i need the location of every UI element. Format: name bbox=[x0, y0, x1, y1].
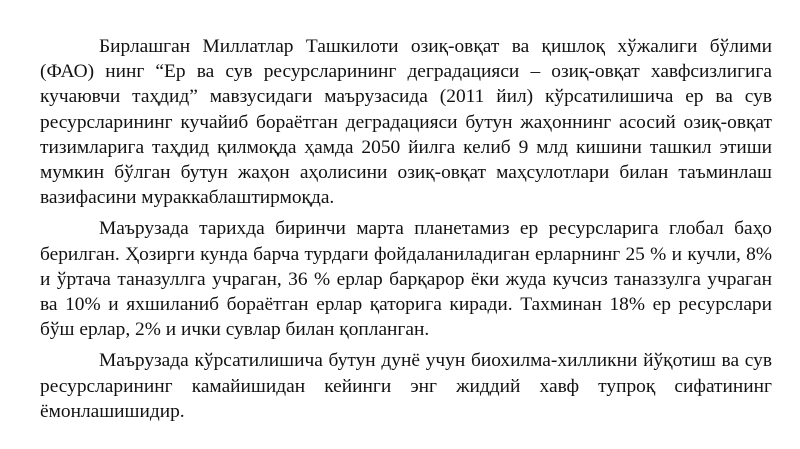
paragraph-fao-report: Бирлашган Миллатлар Ташкилоти озиқ-овқат ва қишлоқ хўжалиги бўлими (ФАО) нинг “Ер ва сув ресурсларининг деградацияси – озиқ-овқат хавфсизлигига кучаювчи таҳдид” мавзусидаги маърузасида (2011 йил) кўрсатилишича ер ва сув ресурсларининг кучайиб бораётган деградацияси бутун жаҳоннинг асосий озиқ-овқат тизимларига таҳдид қилмоқда ҳамда 2050 йилга келиб 9 млд кишини ташкил этиши мумкин бўлган бутун жаҳон аҳолисини озиқ-овқат маҳсулотлари билан таъминлаш вазифасини мураккаблаштирмоқда. bbox=[40, 36, 772, 209]
paragraph-global-assessment: Маърузада тарихда биринчи марта планетамиз ер ресурсларига глобал баҳо берилган. Ҳозирги кунда барча турдаги фойдаланиладиган ерларнинг 25 % и кучли, 8% и ўртача таназуллга учраган, 36 % ерлар барқарор ёки жуда кучсиз таназзулга учраган ва 10% и яхшиланиб бораётган ерлар қаторига киради. Тахминан 18% ер ресурслари бўш ерлар, 2% и ички сувлар билан қопланган. bbox=[40, 218, 772, 341]
paragraph-soil-threat: Маърузада кўрсатилишича бутун дунё учун биохилма-хилликни йўқотиш ва сув ресурсларининг камайишидан кейинги энг жиддий хавф тупроқ сифатининг ёмонлашишидир. bbox=[40, 350, 772, 422]
document-page bbox=[40, 34, 772, 430]
